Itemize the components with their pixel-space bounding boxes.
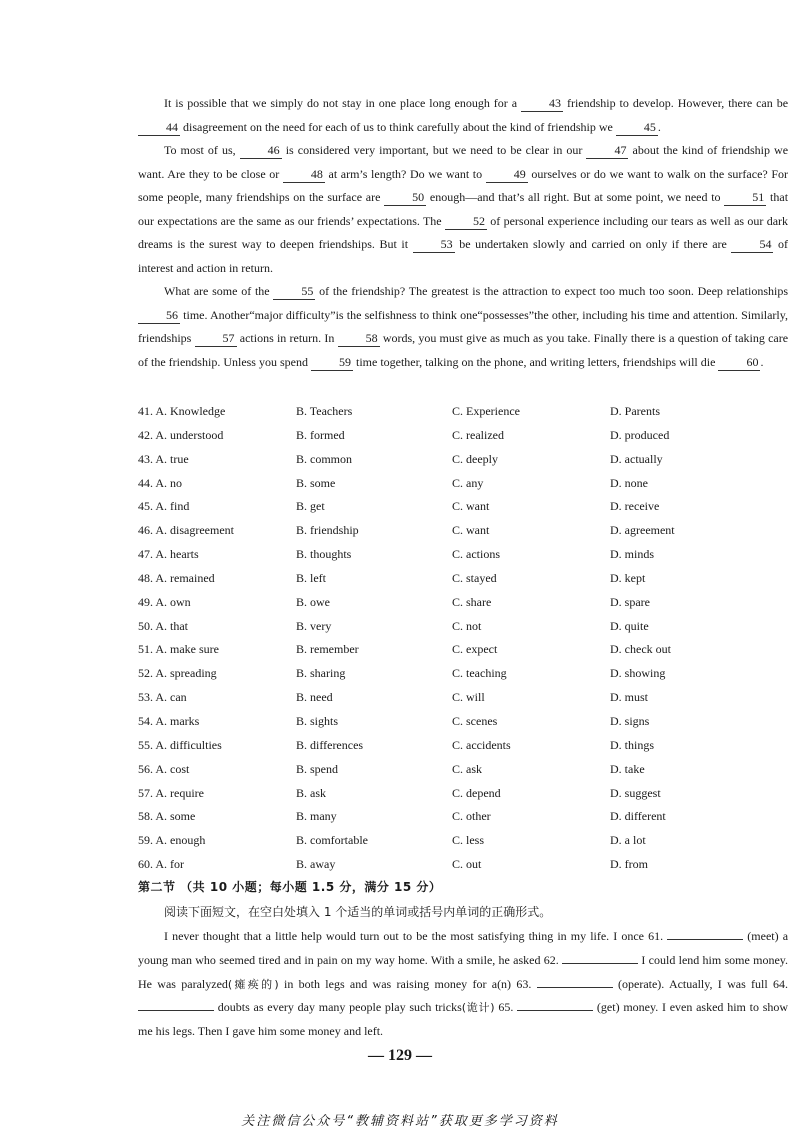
option-row	[138, 591, 788, 615]
blank-43: 43	[521, 95, 563, 112]
blank-56: 56	[138, 307, 180, 324]
option-a: 48. A. remained	[138, 570, 215, 585]
option-a: 57. A. require	[138, 785, 204, 800]
option-row	[138, 853, 788, 877]
answer-blank-63	[537, 987, 613, 988]
paragraph-2: To most of us, 46 is considered very important, but we need to be clear in our 47 about the kind of friendship we want. Are they to be close or 48 at arm’s length? Do we want to 49 ourselves or do we want to walk on the surface? For some people, many friendships on the surface are 50 enough—and that’s all right. But at some point, we need to 51 that our expectations are the same as our friends’ expectations. The 52 of personal experience including our tears as well as our dark dreams is the surest way to deepen friendships. But it 53 be undertaken slowly and carried on only if there are 54 of interest and action in return.	[138, 143, 789, 275]
option-d: D. must	[610, 690, 649, 705]
option-c: C. ask	[452, 761, 482, 776]
option-a: 52. A. spreading	[138, 666, 217, 681]
option-b: B. left	[296, 570, 326, 585]
option-d: D. receive	[610, 499, 660, 514]
option-d: D. Parents	[610, 404, 660, 418]
answer-blank-62	[562, 963, 638, 964]
option-a: 42. A. understood	[138, 427, 224, 442]
option-c: C. actions	[452, 547, 500, 562]
option-row	[138, 638, 788, 662]
option-a: 54. A. marks	[138, 713, 200, 728]
option-b: B. remember	[296, 642, 359, 657]
option-d: D. things	[610, 737, 655, 752]
paragraph-4: I never thought that a little help would turn out to be the most satisfying thing in my life. I once 61. (meet) a young man who seemed tired and in pain on my way home. With a smile, he asked 62. I could lend him some money. He was paralyzed(瘫痪的) in both legs and was raising money for a(n) 63. (operate). Actually, I was full 64. doubts as every day many people play such tricks(诡计) 65. (get) money. I even asked him to show me his legs. Then I gave him some money and left.	[138, 929, 789, 1039]
blank-50: 50	[384, 189, 426, 206]
option-a: 56. A. cost	[138, 761, 190, 776]
option-d: D. produced	[610, 427, 670, 442]
blank-47: 47	[586, 142, 628, 159]
option-c: C. depend	[452, 785, 501, 800]
option-row	[138, 519, 788, 543]
option-d: D. a lot	[610, 833, 646, 848]
cloze-passage	[138, 92, 788, 374]
option-row	[138, 782, 788, 806]
option-d: D. suggest	[610, 785, 661, 800]
option-d: D. different	[610, 809, 666, 824]
option-a: 53. A. can	[138, 690, 187, 705]
option-b: B. very	[296, 618, 332, 633]
option-b: B. spend	[296, 761, 338, 776]
option-c: C. Experience	[452, 404, 520, 418]
option-c: C. realized	[452, 427, 504, 442]
option-a: 44. A. no	[138, 475, 183, 490]
option-c: C. accidents	[452, 737, 511, 752]
option-a: 50. A. that	[138, 618, 188, 633]
blank-52: 52	[445, 213, 487, 230]
page-number: — 129 —	[368, 1047, 432, 1064]
option-b: B. Teachers	[296, 404, 353, 418]
option-c: C. want	[452, 523, 490, 538]
option-d: D. actually	[610, 451, 663, 466]
option-row	[138, 543, 788, 567]
option-d: D. from	[610, 857, 648, 872]
option-b: B. formed	[296, 427, 345, 442]
option-d: D. showing	[610, 666, 666, 681]
option-d: D. signs	[610, 713, 650, 728]
option-b: B. friendship	[296, 523, 359, 538]
option-d: D. none	[610, 475, 648, 490]
option-c: C. less	[452, 833, 485, 848]
option-a: 60. A. for	[138, 857, 184, 872]
blank-59: 59	[311, 354, 353, 371]
blank-57: 57	[195, 330, 237, 347]
option-a: 45. A. find	[138, 499, 190, 514]
option-c: C. scenes	[452, 713, 498, 728]
option-row	[138, 758, 788, 782]
option-b: B. some	[296, 475, 336, 490]
blank-53: 53	[413, 236, 455, 253]
blank-48: 48	[283, 166, 325, 183]
option-d: D. check out	[610, 642, 671, 657]
answer-blank-65	[517, 1010, 593, 1011]
option-a: 51. A. make sure	[138, 642, 219, 657]
option-c: C. want	[452, 499, 490, 514]
option-d: D. minds	[610, 547, 655, 562]
blank-44: 44	[138, 119, 180, 136]
option-b: B. common	[296, 451, 352, 466]
option-a: 49. A. own	[138, 594, 191, 609]
option-row	[138, 805, 788, 829]
option-c: C. other	[452, 809, 491, 824]
option-row	[138, 686, 788, 710]
option-row	[138, 734, 788, 758]
answer-blank-61	[667, 939, 743, 940]
blank-46: 46	[240, 142, 282, 159]
option-b: B. differences	[296, 737, 364, 752]
option-d: D. quite	[610, 618, 649, 633]
option-row	[138, 615, 788, 639]
option-row	[138, 710, 788, 734]
options-list	[138, 400, 788, 877]
option-a: 55. A. difficulties	[138, 737, 222, 752]
option-a: 59. A. enough	[138, 833, 206, 848]
option-d: D. agreement	[610, 523, 675, 538]
option-row	[138, 424, 788, 448]
option-row	[138, 662, 788, 686]
option-row	[138, 495, 788, 519]
option-b: B. need	[296, 690, 333, 705]
option-a: 41. A. Knowledge	[138, 404, 226, 418]
option-c: C. will	[452, 690, 485, 705]
section-instruction: 阅读下面短文，在空白处填入 1 个适当的单词或括号内单词的正确形式。	[164, 905, 552, 919]
option-c: C. expect	[452, 642, 498, 657]
option-c: C. stayed	[452, 570, 497, 585]
paragraph-1: It is possible that we simply do not stay in one place long enough for a 43 friendship to develop. However, there can be 44 disagreement on the need for each of us to think carefully about the kind of friendship we 45 .	[138, 92, 788, 139]
option-a: 46. A. disagreement	[138, 523, 234, 538]
option-a: 47. A. hearts	[138, 547, 199, 562]
option-b: B. ask	[296, 785, 326, 800]
option-c: C. out	[452, 857, 482, 872]
option-c: C. teaching	[452, 666, 507, 681]
option-b: B. comfortable	[296, 833, 368, 848]
option-c: C. not	[452, 618, 482, 633]
option-row	[138, 400, 788, 424]
blank-51: 51	[724, 189, 766, 206]
option-b: B. get	[296, 499, 325, 514]
option-d: D. spare	[610, 594, 650, 609]
blank-45: 45	[616, 119, 658, 136]
option-b: B. thoughts	[296, 547, 352, 562]
answer-blank-64	[138, 1010, 214, 1011]
paragraph-3: What are some of the 55 of the friendship? The greatest is the attraction to expect too much too soon. Deep relationships 56 time. Another“major difficulty”is the selfishness to think one“possesses”the other, including his time and attention. Similarly, friendships 57 actions in return. In 58 words, you must give as much as you take. Finally there is a question of taking care of the friendship. Unless you spend 59 time together, talking on the phone, and writing letters, friendships will die 60 .	[138, 284, 789, 369]
option-b: B. owe	[296, 594, 330, 609]
option-c: C. deeply	[452, 451, 498, 466]
option-b: B. sharing	[296, 666, 346, 681]
option-d: D. kept	[610, 570, 646, 585]
blank-49: 49	[486, 166, 528, 183]
option-row	[138, 567, 788, 591]
option-row	[138, 829, 788, 853]
option-a: 58. A. some	[138, 809, 196, 824]
blank-58: 58	[338, 330, 380, 347]
option-row	[138, 448, 788, 472]
blank-60: 60	[718, 354, 760, 371]
option-b: B. away	[296, 857, 336, 872]
option-d: D. take	[610, 761, 645, 776]
section-title: 第二节 （共 10 小题；每小题 1.5 分，满分 15 分）	[138, 880, 442, 894]
blank-54: 54	[731, 236, 773, 253]
option-c: C. share	[452, 594, 492, 609]
option-row	[138, 472, 788, 496]
option-b: B. sights	[296, 713, 339, 728]
option-a: 43. A. true	[138, 451, 189, 466]
option-b: B. many	[296, 809, 337, 824]
blank-55: 55	[273, 283, 315, 300]
footer-note: 关注微信公众号“教辅资料站”获取更多学习资料	[241, 1114, 559, 1129]
option-c: C. any	[452, 475, 484, 490]
grammar-passage	[138, 925, 788, 1044]
